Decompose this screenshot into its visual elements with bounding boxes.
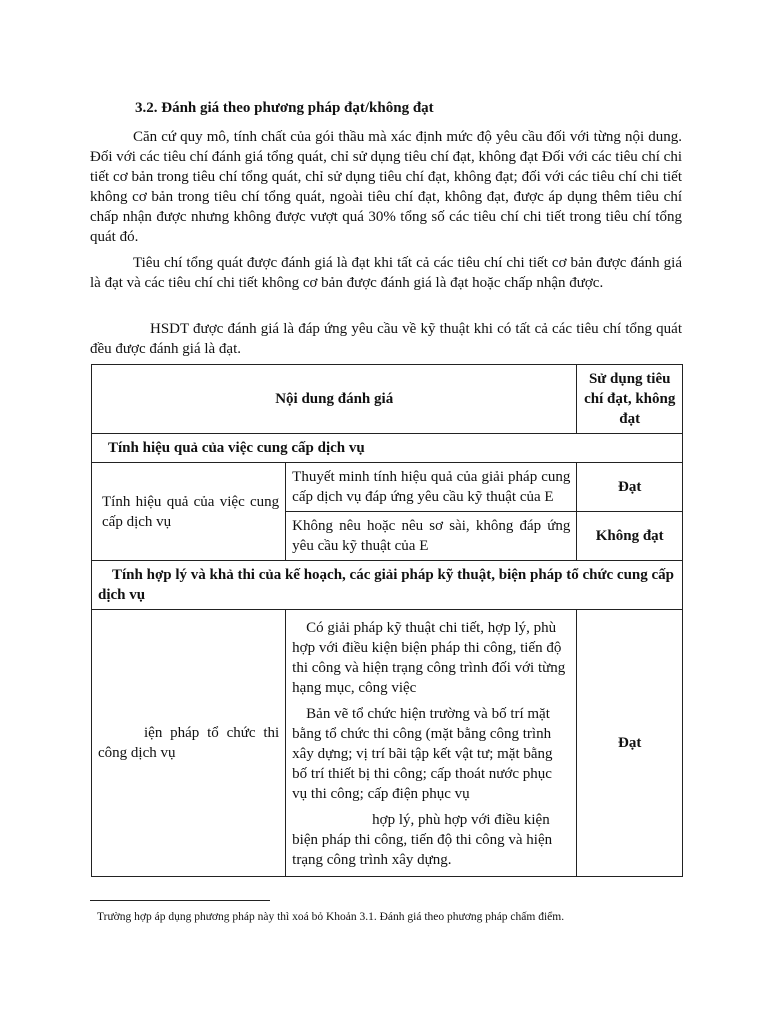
criterion-1-result-fail: Không đạt xyxy=(577,512,683,561)
table-header-row xyxy=(92,365,683,434)
header-result: Sử dụng tiêu chí đạt, không đạt xyxy=(577,365,683,434)
criterion-1-desc-pass: Thuyết minh tính hiệu quả của giải pháp cung cấp dịch vụ đáp ứng yêu cầu kỹ thuật của E xyxy=(286,463,577,512)
section-row-2 xyxy=(92,561,683,610)
header-content: Nội dung đánh giá xyxy=(92,365,577,434)
criterion-1: Tính hiệu quả của việc cung cấp dịch vụ xyxy=(92,463,286,561)
paragraph-1: Căn cứ quy mô, tính chất của gói thầu mà xác định mức độ yêu cầu đối với từng nội dung. Đối với các tiêu chí đánh giá tổng quát, chỉ sử dụng tiêu chí đạt, không đạt Đối với các tiêu chí chi tiết cơ bản trong tiêu chí tổng quát, chỉ sử dụng tiêu chí đạt, không đạt; đối với các tiêu chí chi tiết không cơ bản trong tiêu chí tổng quát, ngoài tiêu chí đạt, không đạt, được áp dụng thêm tiêu chí chấp nhận được nhưng không được vượt quá 30% tổng số các tiêu chí chi tiết trong tiêu chí tổng quát đó. xyxy=(90,129,682,245)
criterion-2: iện pháp tổ chức thi công dịch vụ xyxy=(92,610,286,877)
criterion-1-desc-fail: Không nêu hoặc nêu sơ sài, không đáp ứng yêu cầu kỹ thuật của E xyxy=(286,512,577,561)
footnote-text: Trường hợp áp dụng phương pháp này thì xoá bỏ Khoản 3.1. Đánh giá theo phương pháp chấm điểm. xyxy=(97,911,565,923)
section-heading: 3.2. Đánh giá theo phương pháp đạt/không đạt xyxy=(135,100,434,116)
paragraph-2: Tiêu chí tổng quát được đánh giá là đạt khi tất cả các tiêu chí chi tiết cơ bản được đánh giá là đạt và các tiêu chí chi tiết không cơ bản được đánh giá là đạt hoặc chấp nhận được. xyxy=(90,255,682,291)
paragraph-3: HSDT được đánh giá là đáp ứng yêu cầu về kỹ thuật khi có tất cả các tiêu chí tổng quát đều được đánh giá là đạt. xyxy=(90,321,682,357)
criterion-1-result-pass: Đạt xyxy=(577,463,683,512)
table-row xyxy=(92,463,683,512)
criterion-2-desc xyxy=(286,610,577,877)
table-row xyxy=(92,610,683,877)
evaluation-table xyxy=(91,364,683,877)
section-row-1 xyxy=(92,434,683,463)
criterion-2-line-1: Có giải pháp kỹ thuật chi tiết, hợp lý, phù hợp với điều kiện biện pháp thi công, tiến độ thi công và hiện trạng công trình đối với từng hạng mục, công việc xyxy=(292,620,566,696)
section-title-2: Tính hợp lý và khả thi của kế hoạch, các giải pháp kỹ thuật, biện pháp tổ chức cung cấp dịch vụ xyxy=(92,561,683,610)
criterion-2-result: Đạt xyxy=(577,610,683,877)
section-title-1: Tính hiệu quả của việc cung cấp dịch vụ xyxy=(92,434,683,463)
criterion-2-line-3: hợp lý, phù hợp với điều kiện biện pháp thi công, tiến độ thi công và hiện trạng công trình xây dựng. xyxy=(292,812,553,868)
footnote-divider xyxy=(90,900,270,901)
criterion-2-line-2: Bản vẽ tổ chức hiện trường và bố trí mặt bằng tổ chức thi công (mặt bằng công trình xây dựng; vị trí bãi tập kết vật tư; mặt bằng bố trí thiết bị thi công; cấp thoát nước phục vụ thi công; cấp điện phục vụ xyxy=(292,706,553,802)
